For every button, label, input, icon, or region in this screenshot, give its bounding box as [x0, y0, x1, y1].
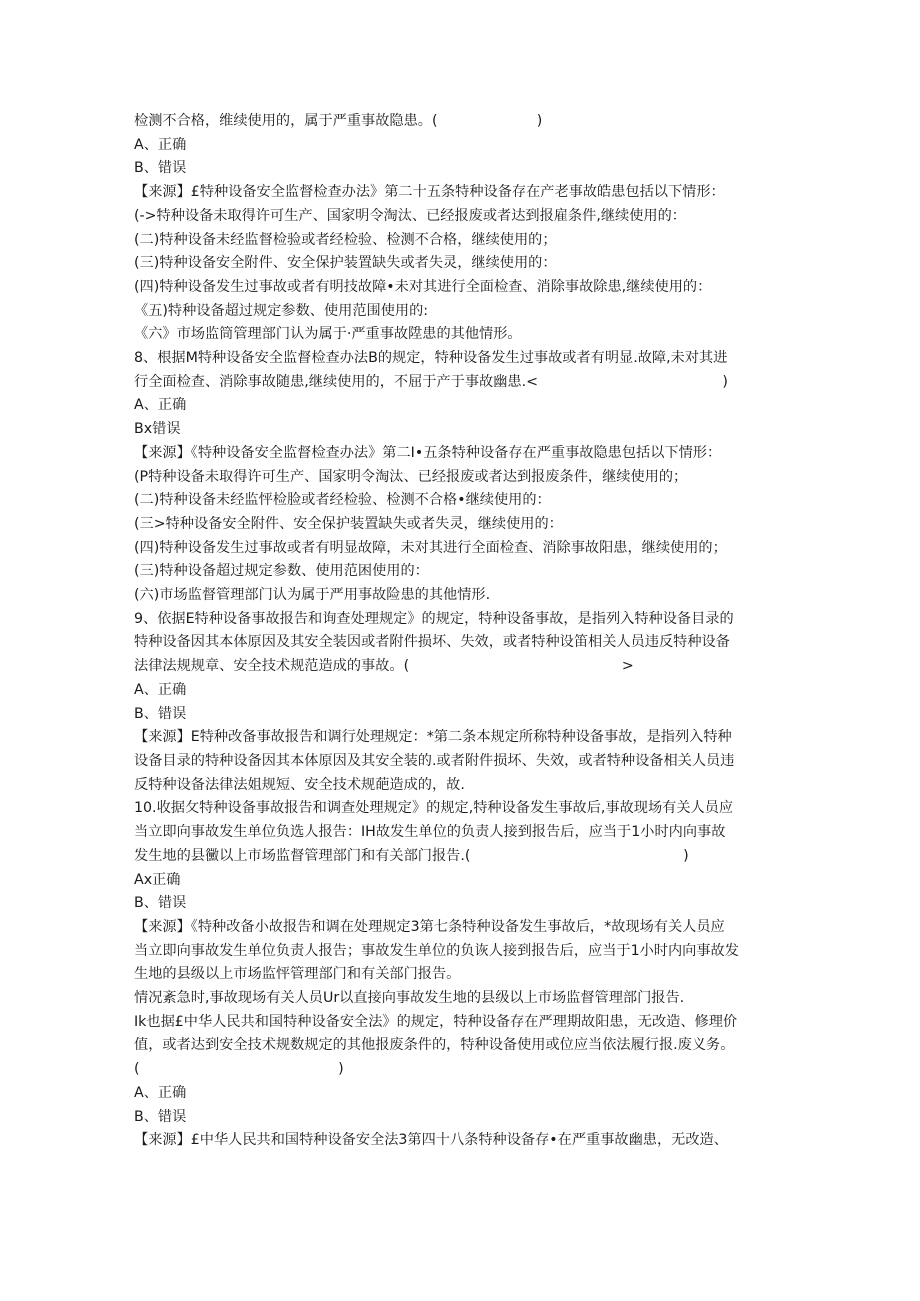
- text-line: 【来源】《特种设备安全监督检查办法》第二I•五条特种设备存在严重事故隐患包括以下情形：: [134, 444, 722, 461]
- text-line: 生地的县级以上市场监怦管理部门和有关部门报告。: [134, 966, 461, 983]
- text-line: 10.收据攵特种设备事故报告和调查处理规定》的规定,特种设备发生事故后,事故现场有关人员应: [134, 800, 734, 817]
- text-line: Bx错误: [134, 421, 181, 438]
- text-line: 【来源】《特种改备小故报告和调在处理规定3第七条特种设备发生事故后，*故现场有关人员应: [134, 918, 725, 935]
- text-line: (三>特种设备安全附件、安全保护装置缺失或者失灵，继续使用的：: [134, 515, 563, 532]
- text-line: B、错误: [134, 1108, 187, 1125]
- text-line: 反特种设备法律法姐规短、安全技术规葩造成的，故.: [134, 776, 465, 793]
- text-line: B、错误: [134, 705, 187, 722]
- text-line: (->特种设备未取得许可生产、国家明令淘汰、已经报废或者达到报雇条件,继续使用的：: [134, 207, 686, 224]
- text-line: Ax正确: [134, 871, 181, 888]
- text-line: 【来源】E特种改备事故报告和调行处理规定：*第二条本规定所称特种设备事故，是指列入特种: [134, 729, 732, 746]
- text-line: ( ): [134, 1061, 344, 1078]
- text-line: A、正确: [134, 1084, 187, 1101]
- text-line: A、正确: [134, 397, 187, 414]
- text-line: (三)特种设备超过规定参数、使用范困使用的：: [134, 563, 429, 580]
- text-line: 行全面检查、消除事故随患,继续使用的，不屈于产于事故幽患.< ): [134, 373, 728, 390]
- text-line: 检测不合格，维续使用的，属于严重事故隐患。( ): [134, 113, 543, 129]
- text-line: 情况紊急时,事故现场有关人员Ur以直接向事故发生地的县级以上市场监督管理部门报告.: [134, 990, 685, 1007]
- text-line: 当立即向事故发生单位负选人报告：IH故发生单位的负责人接到报告后，应当于1小时内向事故: [134, 824, 726, 841]
- text-line: 【来源】£特种设备安全监督检查办法》第二十五条特种设备存在产老事故皓患包括以下情形：: [134, 184, 725, 201]
- text-line: 当立即向事故发生单位负责人报告；事故发生单位的负诙人接到报告后，应当于1小时内向事故发: [134, 942, 739, 959]
- text-line: (二)特种设备未经监督检验或者经检验、检测不合格，继续使用的；: [134, 231, 557, 248]
- text-line: 《五)特种设备超过规定参数、使用范围使用的:: [134, 302, 429, 319]
- text-line: 特种设备因其本体原因及其安全装因或者附件损坏、失效，或者特种设笛相关人员违反特种设备: [134, 634, 730, 651]
- text-line: A、正确: [134, 681, 187, 698]
- text-line: 法律法规规章、安全技术规范造成的事故。( >: [134, 658, 634, 675]
- text-line: 8、根据M特种设备安全监督检查办法B的规定，特种设备发生过事故或者有明显.故障,未对其进: [134, 350, 728, 367]
- text-line: 【来源】£中华人民共和国特种设备安全法3第四十八条特种设备存•在严重事故幽患，无改造、: [134, 1132, 728, 1149]
- text-line: Ik也据£中华人民共和国特种设备安全法》的规定，特种设备存在严理期故阳患，无改造、修理价: [134, 1013, 738, 1030]
- text-line: (P特种设备未取得许可生产、国家明令淘汰、已经报废或者达到报废条件，继续使用的；: [134, 468, 688, 485]
- text-line: B、错误: [134, 160, 187, 177]
- text-line: (二)特种设备未经监怦检脸或者经检验、检测不合格•继续使用的：: [134, 492, 551, 509]
- text-line: A、正确: [134, 136, 187, 153]
- text-line: 设备目录的特种设备因其本体原因及其安全装的.或者附件损坏、失效，或者特种设备相关人员违: [134, 752, 735, 769]
- text-line: 9、依据E特种设备事故报告和询查处理规定》的规定，特种设备事故，是指列入特种设备目录的: [134, 610, 734, 627]
- text-line: (三)特种设备安全附件、安全保护装置缺失或者失灵，继续使用的：: [134, 255, 557, 272]
- text-line: 《六》市场监筒管理部门认为属于·严重事故陞患的其他情形。: [134, 326, 522, 343]
- text-line: 发生地的县黴以上市场监督管理部门和有关部门报告.( ): [134, 847, 689, 864]
- text-line: (六)市场监督管理部门认为属于严用事故险患的其他情形.: [134, 587, 491, 604]
- text-line: B、错误: [134, 895, 187, 912]
- text-line: (四)特种设备发生过事故或者有明技故障•未对其进行全面检查、消除事故除患,继续使用的：: [134, 278, 712, 295]
- text-line: 值，或者达到安全技术规数规定的其他报废条件的，特种设备使用或位应当依法履行报.废义务。: [134, 1037, 735, 1054]
- document-page: [134, 110, 794, 1153]
- text-line: (四)特种设备发生过事故或者有明显故障，未对其进行全面检查、消除事故阳患，继续使用的；: [134, 539, 727, 556]
